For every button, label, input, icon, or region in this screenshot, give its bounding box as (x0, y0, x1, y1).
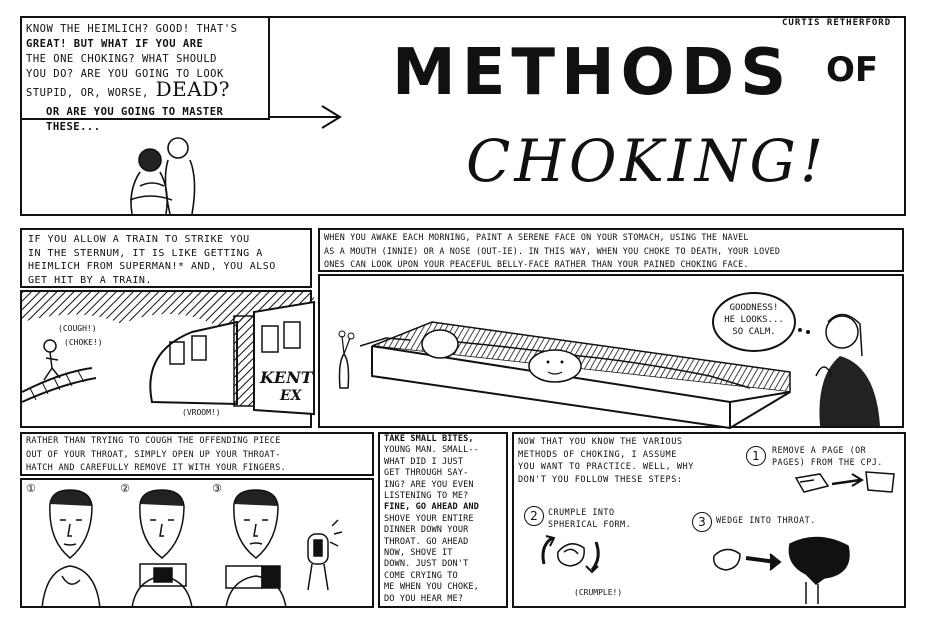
hatch-caption-1: RATHER THAN TRYING TO COUGH THE OFFENDING PIECE (26, 436, 281, 446)
train-caption-3: HEIMLICH FROM SUPERMAN!* AND, YOU ALSO (28, 261, 276, 272)
belly-caption-3: ONES CAN LOOK UPON YOUR PEACEFUL BELLY-FACE RATHER THAN YOUR PAINED CHOKING FACE. (324, 259, 749, 269)
hatch-caption-panel (20, 432, 374, 476)
train-illustration (22, 292, 314, 430)
intro-line-5a: STUPID, OR, WORSE, (26, 87, 149, 99)
bites-panel (378, 432, 508, 608)
intro-line-3: THE ONE CHOKING? WHAT SHOULD (26, 53, 218, 65)
bites-line-13: COME CRYING TO (384, 570, 458, 581)
speech-bubble (712, 292, 796, 352)
belly-caption (324, 231, 904, 272)
step-1-text-2: PAGES) FROM THE CPJ. (772, 457, 883, 467)
coffin-illustration (320, 276, 906, 430)
title-methods: METHODS (392, 36, 793, 110)
practice-intro-1: NOW THAT YOU KNOW THE VARIOUS (518, 437, 683, 447)
coffin-panel (318, 274, 904, 428)
train-caption-1: IF YOU ALLOW A TRAIN TO STRIKE YOU (28, 234, 250, 245)
speech-line-1: GOODNESS! (729, 303, 779, 313)
speech-line-3: SO CALM. (732, 327, 776, 337)
train-caption-panel (20, 228, 312, 288)
belly-caption-1: WHEN YOU AWAKE EACH MORNING, PAINT A SERENE FACE ON YOUR STOMACH, USING THE NAVEL (324, 232, 749, 242)
intro-line-4: YOU DO? ARE YOU GOING TO LOOK (26, 68, 224, 80)
sfx-cough: (COUGH!) (58, 324, 97, 333)
step-2-number: 2 (524, 506, 544, 526)
belly-caption-panel (318, 228, 904, 272)
hatch-caption (26, 435, 372, 476)
hatch-caption-2: OUT OF YOUR THROAT, SIMPLY OPEN UP YOUR THROAT- (26, 449, 281, 460)
train-label-2: EX (280, 388, 302, 404)
bites-line-14: ME WHEN YOU CHOKE, (384, 582, 479, 593)
intro-line-6: OR ARE YOU GOING TO MASTER THESE... (46, 106, 224, 133)
bites-line-3: WHAT DID I JUST (384, 456, 464, 467)
step-3-number: 3 (692, 512, 712, 532)
intro-dead: DEAD? (155, 77, 230, 101)
practice-panel (512, 432, 906, 608)
title-of: OF (826, 50, 879, 90)
train-panel (20, 290, 312, 428)
practice-intro-4: DON'T YOU FOLLOW THESE STEPS: (518, 474, 683, 485)
intro-line-1: KNOW THE HEIMLICH? GOOD! THAT'S (26, 23, 238, 35)
hatch-step-2-label: ② (120, 482, 130, 495)
bites-line-10: THROAT. GO AHEAD (384, 536, 469, 547)
sfx-vroom: (VROOM!) (182, 408, 221, 417)
bites-line-1: TAKE SMALL BITES, (384, 434, 474, 444)
hatch-caption-3: HATCH AND CAREFULLY REMOVE IT WITH YOUR FINGERS. (26, 463, 287, 473)
author-credit: CURTIS RETHERFORD (782, 18, 892, 28)
step-2-text-1: CRUMPLE INTO (548, 507, 615, 517)
bites-line-11: NOW, SHOVE IT (384, 548, 453, 559)
sfx-crumple: (CRUMPLE!) (574, 588, 623, 597)
practice-intro-3: YOU WANT TO PRACTICE. WELL, WHY (518, 462, 694, 472)
bites-line-12: DOWN. JUST DON'T (384, 559, 469, 570)
hatch-faces-illustration (22, 480, 376, 610)
hatch-steps-panel (20, 478, 374, 608)
bites-line-8: SHOVE YOUR ENTIRE (384, 513, 474, 524)
title-choking: CHOKING! (466, 127, 828, 195)
practice-intro-2: METHODS OF CHOKING, I ASSUME (518, 449, 677, 460)
bites-line-15: DO YOU HEAR ME? (384, 593, 464, 604)
step-3-text: WEDGE INTO THROAT. (716, 515, 816, 525)
hatch-step-1-label: ① (26, 482, 36, 495)
train-caption (28, 233, 310, 287)
intro-line-2: GREAT! BUT WHAT IF YOU ARE (26, 38, 204, 50)
step-2-text-2: SPHERICAL FORM. (548, 519, 632, 529)
bites-line-6: LISTENING TO ME? (384, 491, 469, 502)
bites-line-9: DINNER DOWN YOUR (384, 525, 469, 536)
bites-line-5: ING? ARE YOU EVEN (384, 479, 474, 490)
bites-line-7: FINE, GO AHEAD AND (384, 502, 479, 513)
speech-line-2: HE LOOKS... (724, 315, 784, 325)
step-1-text-1: REMOVE A PAGE (OR (772, 445, 867, 455)
practice-illustration (514, 434, 908, 610)
train-caption-2: IN THE STERNUM, IT IS LIKE GETTING A (28, 247, 263, 259)
train-label-1: KENT (260, 368, 313, 387)
sfx-choke: (CHOKE!) (64, 338, 103, 347)
hatch-step-3-label: ③ (212, 482, 222, 495)
train-caption-4: GET HIT BY A TRAIN. (28, 274, 152, 286)
bites-line-4: GET THROUGH SAY- (384, 468, 469, 479)
bites-text (384, 434, 508, 605)
step-1-number: 1 (746, 446, 766, 466)
bites-line-2: YOUNG MAN. SMALL-- (384, 445, 479, 456)
belly-caption-2: AS A MOUTH (INNIE) OR A NOSE (OUT-IE). IN THIS WAY, WHEN YOU CHOKE TO DEATH, YOUR LOVED (324, 245, 781, 256)
